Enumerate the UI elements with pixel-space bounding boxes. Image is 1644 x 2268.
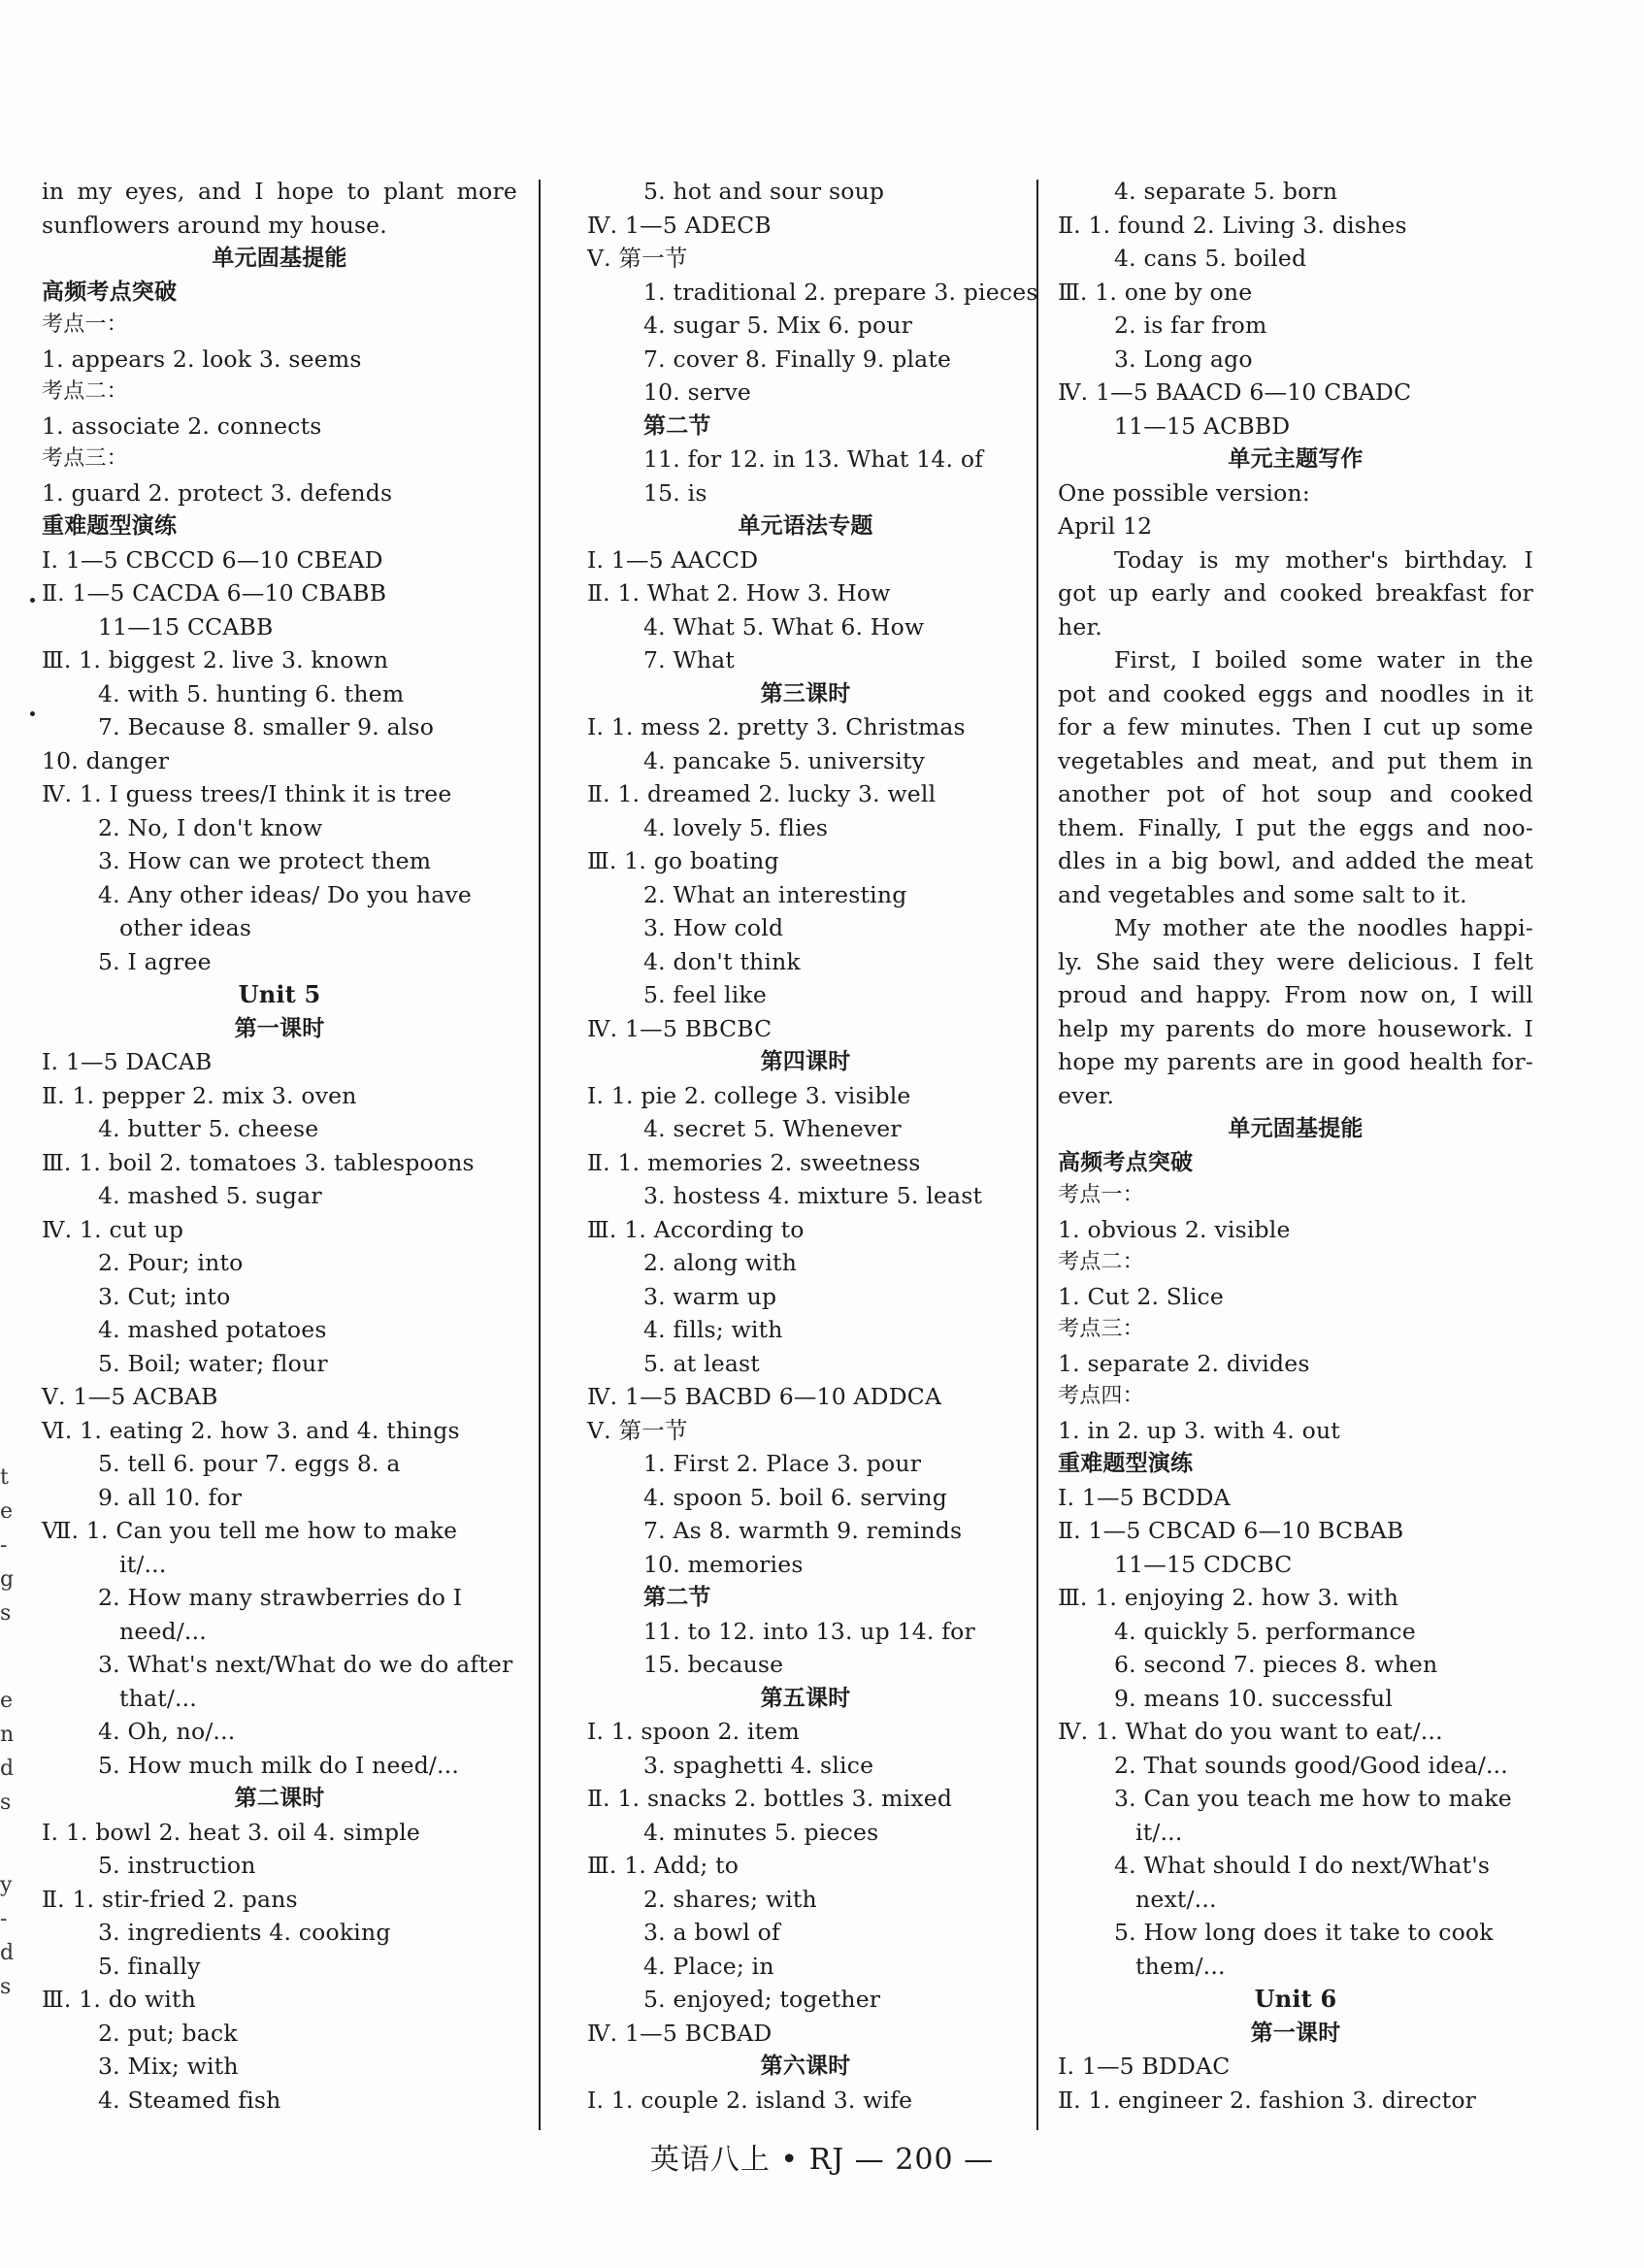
col3-line: Ⅰ. 1—5 BDDAC — [1058, 2053, 1231, 2080]
col1-line: 重难题型演练 — [42, 513, 178, 539]
col3-line: Ⅱ. 1—5 CBCAD 6—10 BCBAB — [1058, 1517, 1404, 1544]
edge-letter: g — [0, 1567, 15, 1592]
col1-line: need/... — [119, 1617, 207, 1645]
col2-line: 11. for 12. in 13. What 14. of — [643, 445, 984, 473]
col3-line: April 12 — [1058, 512, 1153, 540]
margin-dot — [30, 598, 35, 603]
edge-letter: e — [0, 1499, 14, 1524]
edge-letter: s — [0, 1791, 12, 1815]
col2-line: Ⅰ. 1. mess 2. pretty 3. Christmas — [587, 713, 966, 740]
col1-line: in my eyes, and I hope to plant more — [42, 178, 517, 205]
col1-line: 高频考点突破 — [42, 279, 178, 305]
col3-line: 考点一： — [1058, 1183, 1144, 1207]
col1-line: 2. put; back — [98, 2019, 238, 2047]
col3-line: 11—15 ACBBD — [1114, 411, 1291, 440]
col2-line: 第三课时 — [760, 680, 851, 707]
col1-line: other ideas — [119, 914, 252, 941]
col2-line: Ⅲ. 1. go boating — [587, 847, 779, 874]
edge-letter: t — [0, 1465, 9, 1490]
col1-line: 单元固基提能 — [212, 246, 347, 271]
edge-letter: - — [0, 1907, 8, 1931]
col1-line: 4. mashed potatoes — [98, 1316, 327, 1343]
col1-line: Ⅳ. 1. I guess trees/I think it is tree — [42, 780, 452, 807]
col1-line: Ⅱ. 1. pepper 2. mix 3. oven — [42, 1081, 357, 1109]
col2-line: 第五课时 — [760, 1685, 851, 1711]
col1-line: 2. How many strawberries do I — [98, 1584, 463, 1611]
col1-line: 1. associate 2. connects — [42, 411, 322, 440]
col3-line: Ⅳ. 1. What do you want to eat/... — [1058, 1718, 1443, 1745]
col2-line: 4. spoon 5. boil 6. serving — [643, 1483, 947, 1511]
col3-line: 高频考点突破 — [1058, 1149, 1194, 1175]
col2-line: 5. enjoyed; together — [643, 1986, 881, 2013]
col2-line: 第四课时 — [760, 1049, 851, 1074]
col1-line: 4. Oh, no/... — [98, 1718, 236, 1745]
col2-line: 第六课时 — [760, 2054, 851, 2079]
col1-line: 4. butter 5. cheese — [98, 1115, 319, 1142]
col1-line: 3. ingredients 4. cooking — [98, 1919, 391, 1946]
col2-line: 3. spaghetti 4. slice — [643, 1751, 874, 1779]
col1-line: Ⅳ. 1. cut up — [42, 1215, 184, 1243]
col1-line: 11—15 CCABB — [98, 612, 274, 641]
col3-line: help my parents do more housework. I — [1058, 1014, 1533, 1042]
edge-letter: d — [0, 1757, 15, 1781]
col3-line: 3. Long ago — [1114, 345, 1253, 373]
col1-line: Ⅲ. 1. boil 2. tomatoes 3. tablespoons — [42, 1148, 475, 1176]
col1-line: 4. Steamed fish — [98, 2086, 281, 2114]
col3-line: another pot of hot soup and cooked — [1058, 780, 1533, 807]
col1-line: 考点三： — [42, 446, 128, 471]
col1-line: 考点一： — [42, 312, 128, 337]
col3-line: My mother ate the noodles happi- — [1114, 914, 1533, 941]
col3-line: Ⅳ. 1—5 BAACD 6—10 CBADC — [1058, 378, 1412, 406]
col2-line: Ⅰ. 1. couple 2. island 3. wife — [587, 2086, 913, 2114]
col3-line: next/... — [1135, 1885, 1217, 1913]
col3-line: 重难题型演练 — [1058, 1451, 1194, 1476]
answer-column-1 — [42, 175, 517, 2117]
col2-line: Ⅳ. 1—5 BCBAD — [587, 2019, 773, 2047]
col2-line: 4. secret 5. Whenever — [643, 1115, 902, 1142]
col2-line: 10. serve — [643, 378, 752, 406]
col1-line: sunflowers around my house. — [42, 211, 387, 239]
col2-line: Ⅱ. 1. dreamed 2. lucky 3. well — [587, 780, 937, 807]
col3-line: ly. She said they were delicious. I felt — [1058, 947, 1533, 975]
col3-line: 4. cans 5. boiled — [1114, 245, 1307, 272]
col3-line: Ⅲ. 1. one by one — [1058, 278, 1253, 306]
col3-line: her. — [1058, 612, 1102, 641]
col1-line: Ⅱ. 1. stir-fried 2. pans — [42, 1885, 298, 1913]
col2-line: 第二节 — [643, 412, 711, 439]
col2-line: 4. pancake 5. university — [643, 746, 926, 774]
col2-line: 2. along with — [643, 1249, 798, 1276]
col1-line: 1. appears 2. look 3. seems — [42, 345, 362, 373]
col2-line: 3. warm up — [643, 1282, 777, 1310]
col3-line: 3. Can you teach me how to make — [1114, 1785, 1512, 1812]
col3-line: hope my parents are in good health for- — [1058, 1048, 1533, 1075]
col3-line: 考点二： — [1058, 1250, 1144, 1274]
col2-line: 4. fills; with — [643, 1316, 783, 1343]
col2-line: Ⅲ. 1. Add; to — [587, 1852, 740, 1879]
col1-line: Ⅲ. 1. biggest 2. live 3. known — [42, 646, 389, 674]
col3-line: 11—15 CDCBC — [1114, 1550, 1293, 1578]
edge-letter: y — [0, 1873, 13, 1897]
col1-line: 5. instruction — [98, 1852, 256, 1879]
col1-line: 5. finally — [98, 1952, 201, 1980]
col1-line: 3. What's next/What do we do after — [98, 1651, 513, 1678]
col2-line: 15. because — [643, 1651, 784, 1678]
col1-line: Unit 5 — [238, 980, 321, 1008]
col3-line: them/... — [1135, 1952, 1226, 1980]
col2-line: 7. As 8. warmth 9. reminds — [643, 1517, 963, 1544]
col1-line: 5. I agree — [98, 947, 212, 975]
col3-line: 4. What should I do next/What's — [1114, 1852, 1491, 1879]
col1-line: 10. danger — [42, 746, 170, 774]
col3-line: 1. Cut 2. Slice — [1058, 1282, 1225, 1310]
col2-line: 5. hot and sour soup — [643, 178, 885, 205]
col2-line: Ⅲ. 1. According to — [587, 1215, 805, 1243]
col3-line: 9. means 10. successful — [1114, 1684, 1394, 1712]
col1-line: 3. How can we protect them — [98, 847, 432, 874]
col3-line: 5. How long does it take to cook — [1114, 1919, 1494, 1946]
col2-line: 4. What 5. What 6. How — [643, 612, 925, 641]
col2-line: Ⅳ. 1—5 BBCBC — [587, 1014, 773, 1042]
col3-line: it/... — [1135, 1818, 1183, 1846]
answer-column-3 — [1058, 175, 1533, 2117]
col2-line: 3. How cold — [643, 914, 784, 941]
col2-line: Ⅱ. 1. snacks 2. bottles 3. mixed — [587, 1785, 953, 1812]
col3-line: vegetables and meat, and put them in — [1058, 746, 1533, 774]
col2-line: 15. is — [643, 478, 707, 507]
col3-line: Today is my mother's birthday. I — [1114, 545, 1533, 574]
col2-line: Ⅱ. 1. What 2. How 3. How — [587, 579, 891, 607]
col3-line: 第一课时 — [1250, 2020, 1341, 2046]
col3-line: pot and cooked eggs and noodles in it — [1058, 679, 1533, 707]
col2-line: 2. What an interesting — [643, 880, 907, 908]
edge-letter: e — [0, 1689, 14, 1713]
col2-line: 4. don't think — [643, 947, 801, 975]
col3-line: One possible version: — [1058, 478, 1310, 507]
col2-line: 单元语法专题 — [738, 513, 873, 539]
col1-line: Ⅰ. 1—5 DACAB — [42, 1048, 213, 1075]
margin-dot — [30, 711, 35, 716]
col2-line: Ⅰ. 1—5 AACCD — [587, 545, 759, 574]
col1-line: 7. Because 8. smaller 9. also — [98, 713, 435, 740]
col1-line: 9. all 10. for — [98, 1483, 243, 1511]
col1-line: it/... — [119, 1550, 167, 1578]
col1-line: 4. mashed 5. sugar — [98, 1182, 322, 1209]
col3-line: Ⅰ. 1—5 BCDDA — [1058, 1483, 1231, 1511]
col1-line: 5. tell 6. pour 7. eggs 8. a — [98, 1450, 401, 1477]
col1-line: Ⅴ. 1—5 ACBAB — [42, 1383, 218, 1410]
col3-line: Ⅱ. 1. found 2. Living 3. dishes — [1058, 211, 1407, 239]
col3-line: 1. in 2. up 3. with 4. out — [1058, 1416, 1340, 1444]
col1-line: Ⅰ. 1—5 CBCCD 6—10 CBEAD — [42, 545, 383, 574]
col3-line: 1. separate 2. divides — [1058, 1349, 1310, 1377]
col3-line: 2. That sounds good/Good idea/... — [1114, 1751, 1508, 1779]
col2-line: Ⅴ. 第一节 — [587, 245, 688, 272]
col2-line: 1. First 2. Place 3. pour — [643, 1450, 922, 1477]
col3-line: 单元固基提能 — [1228, 1116, 1364, 1141]
col3-line: 4. separate 5. born — [1114, 178, 1338, 205]
col2-line: Ⅰ. 1. spoon 2. item — [587, 1718, 800, 1745]
col3-line: Ⅲ. 1. enjoying 2. how 3. with — [1058, 1584, 1399, 1611]
col2-line: 2. shares; with — [643, 1885, 817, 1913]
col2-line: 第二节 — [643, 1585, 711, 1610]
col3-line: got up early and cooked breakfast for — [1058, 579, 1533, 607]
col3-line: 考点四： — [1058, 1384, 1144, 1408]
page-footer: 英语八上 • RJ — 200 — — [649, 2143, 995, 2177]
col1-line: Ⅱ. 1—5 CACDA 6—10 CBABB — [42, 579, 387, 607]
col1-line: 2. No, I don't know — [98, 813, 323, 841]
col1-line: 4. Any other ideas/ Do you have — [98, 880, 473, 908]
col1-line: 5. Boil; water; flour — [98, 1349, 328, 1377]
edge-letter: - — [0, 1533, 8, 1558]
col2-line: 7. What — [643, 646, 736, 674]
col2-line: 5. at least — [643, 1349, 760, 1377]
col1-line: 2. Pour; into — [98, 1249, 244, 1276]
col1-line: Ⅲ. 1. do with — [42, 1986, 196, 2013]
col3-line: 4. quickly 5. performance — [1114, 1617, 1416, 1645]
col2-line: Ⅳ. 1—5 BACBD 6—10 ADDCA — [587, 1383, 942, 1410]
col2-line: 4. Place; in — [643, 1952, 774, 1980]
col3-line: dles in a big bowl, and added the meat — [1058, 847, 1533, 874]
col1-line: 考点二： — [42, 379, 128, 404]
col2-line: 4. sugar 5. Mix 6. pour — [643, 312, 913, 339]
col3-line: for a few minutes. Then I cut up some — [1058, 713, 1533, 740]
col1-line: 第一课时 — [234, 1015, 325, 1041]
edge-letter: s — [0, 1601, 12, 1626]
edge-letter: s — [0, 1975, 12, 1999]
col3-line: 2. is far from — [1114, 312, 1267, 339]
col3-line: 单元主题写作 — [1228, 446, 1364, 472]
col3-line: First, I boiled some water in the — [1114, 646, 1533, 674]
column-divider-2 — [1036, 180, 1038, 2130]
col1-line: Ⅵ. 1. eating 2. how 3. and 4. things — [42, 1416, 460, 1444]
col1-line: 3. Mix; with — [98, 2053, 239, 2080]
col2-line: 4. minutes 5. pieces — [643, 1818, 879, 1846]
col3-line: 1. obvious 2. visible — [1058, 1215, 1291, 1243]
edge-letter: n — [0, 1723, 15, 1747]
col1-line: 5. How much milk do I need/... — [98, 1751, 460, 1779]
edge-letter: d — [0, 1941, 15, 1965]
col3-line: Unit 6 — [1254, 1985, 1337, 2013]
col2-line: 5. feel like — [643, 981, 767, 1008]
col3-line: Ⅱ. 1. engineer 2. fashion 3. director — [1058, 2086, 1477, 2114]
col3-line: and vegetables and some salt to it. — [1058, 880, 1467, 908]
col1-line: that/... — [119, 1684, 197, 1712]
column-divider-1 — [539, 180, 541, 2130]
col1-line: 1. guard 2. protect 3. defends — [42, 478, 393, 507]
col1-line: Ⅶ. 1. Can you tell me how to make — [42, 1517, 458, 1544]
col2-line: Ⅴ. 第一节 — [587, 1416, 688, 1444]
col2-line: Ⅳ. 1—5 ADECB — [587, 211, 772, 239]
col2-line: 4. lovely 5. flies — [643, 813, 829, 841]
col1-line: 4. with 5. hunting 6. them — [98, 679, 405, 707]
col3-line: them. Finally, I put the eggs and noo- — [1058, 813, 1533, 841]
col2-line: 3. a bowl of — [643, 1919, 780, 1946]
answer-column-2 — [587, 175, 1038, 2117]
col2-line: 3. hostess 4. mixture 5. least — [643, 1182, 983, 1209]
col1-line: Ⅰ. 1. bowl 2. heat 3. oil 4. simple — [42, 1818, 421, 1846]
col3-line: proud and happy. From now on, I will — [1058, 981, 1533, 1008]
col2-line: 1. traditional 2. prepare 3. pieces — [643, 278, 1038, 306]
col2-line: Ⅰ. 1. pie 2. college 3. visible — [587, 1081, 911, 1109]
col2-line: Ⅱ. 1. memories 2. sweetness — [587, 1148, 921, 1176]
col1-line: 第二课时 — [234, 1786, 325, 1811]
col2-line: 7. cover 8. Finally 9. plate — [643, 345, 952, 373]
col3-line: 考点三： — [1058, 1317, 1144, 1341]
col1-line: 3. Cut; into — [98, 1282, 231, 1310]
col2-line: 10. memories — [643, 1550, 804, 1578]
col3-line: 6. second 7. pieces 8. when — [1114, 1651, 1438, 1678]
col2-line: 11. to 12. into 13. up 14. for — [643, 1617, 975, 1645]
col3-line: ever. — [1058, 1081, 1115, 1109]
